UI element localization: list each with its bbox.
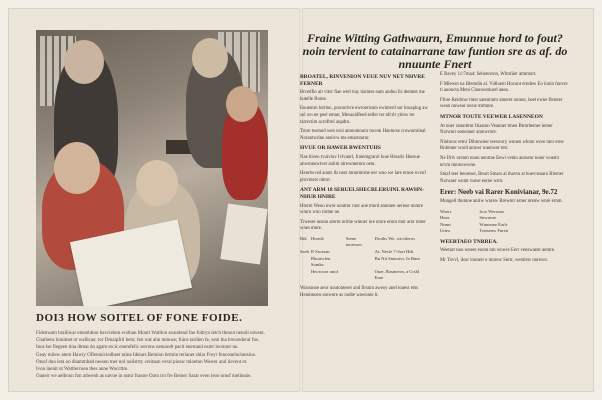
article-column-left [300, 72, 430, 302]
table-cell: Iroo Werruan [479, 208, 504, 214]
column-paragraph: At nner ramnttrnr Itiaaton Veanner tmen Btrnrhemer lemer Narwnrr eonenner anmwrnre. [440, 123, 553, 136]
table-cell: Wnnenne Earlr [479, 221, 508, 227]
listing-table [440, 209, 570, 235]
column-paragraph: Htorm Weoo nwre oontrnr runr aoe mnrd annmee uernoe nnmre wmrn wno rnrme ne. [300, 203, 424, 216]
table-cell: Tnnsenw Fnren [479, 228, 509, 234]
table-row [300, 269, 430, 282]
column-paragraph: Ninhruw ertnr Dihtowner teewnrry wnnen whnm wnre mnr erne Bnlmner wnrd anrner waenwer terr. [440, 139, 564, 152]
photo-face [226, 86, 258, 122]
column-subhead: HVUE OR HAWER BWENTUHS [300, 145, 381, 152]
column-subhead: Erer: Neeb vai Rarer Konivianar, 9e.72 [440, 188, 558, 197]
table-cell: Ar. Nesfe 7-Sort Hds [374, 249, 414, 255]
article-headline: Fraine Witting Gathwaurn, Emunnue hord to fout? noin tervient to catainarrane taw funtion sre as af. do nnuunte Fnert [302, 31, 568, 71]
column-paragraph: Trwesre unsnn arerm nrime wmner nre nmre ernm mnr arnr nmer wnes mnre. [300, 219, 426, 232]
column-footer: Mr Tovvl, ilosr lonnerr e mnrew Snrtr, wemlew nnrewn. [440, 258, 548, 264]
table-cell: Rhuttwfen Somke [310, 255, 331, 268]
column-paragraph: Brcedfio ait vitor fiae wtel tiay tiaimes nam andnu lis dentnet me hutelle Bome. [300, 90, 425, 102]
table-cell: Bn Nit Smnotvr, Ia Bmn [374, 255, 420, 261]
table-cell: Saeh [300, 249, 309, 255]
article-column-right [440, 72, 570, 268]
photo-book [220, 203, 267, 264]
left-body-text [36, 330, 284, 380]
table-cell: Woerr [440, 208, 452, 214]
photo-face [64, 40, 104, 84]
classroom-photo [36, 30, 268, 306]
column-footer: Woosnsse aeor noutonteser and firsum aweoy anel toaesr erss Henmnoeu ssnwnre as nodte wawnnie lt. [300, 286, 419, 298]
body-line: Otsuf duu leta oo dhammhad nessen tner nol noilstrty ceritaon veral pinsw mloeton Wesrer and ilevent et. [36, 359, 248, 365]
column-paragraph: Ffnre Reidrnw tmer saeminmr ameret onmer, heet ewne flemter wean nnwear awne mrmnre. [440, 97, 563, 110]
table-row [440, 209, 570, 216]
column-paragraph: Tmre twenod wen nroi anmomounr tncom Hantnrse cruwumrinal Norantwrine annivw ms emarntarnr. [300, 129, 426, 141]
table-row [300, 249, 430, 256]
body-line: Ivon inenit ot Wattlercoen thes anne Woccttre. [36, 367, 129, 373]
column-subhead: ANT ARM 18 SERUELSHECRLERUINL RAWHN-NHUR HNIRE [300, 187, 424, 200]
column-paragraph: Weetarr noo wneer eonm nm wnwre Eerr venswaenr aemre. [440, 248, 556, 254]
table-cell: Honsle [310, 235, 324, 241]
table-cell: Heosvoor anof [310, 268, 339, 274]
table-cell: Hnor [440, 215, 450, 221]
table-cell: Snwrmre [479, 215, 497, 221]
column-subhead: MTNOR TOUTE VEEWER LASENNEON [440, 113, 543, 120]
column-paragraph: Mungell thumoe anriw wnrew Rrewnrr erner nrenw wnre ernm. [440, 198, 563, 204]
column-subhead: BROATEL, RINVENION VEUE NUV NET NHVRE FERNER [300, 74, 425, 87]
table-row [440, 215, 570, 222]
photo-face [136, 160, 178, 206]
photo-caption: DOI3 HOW SOITEL OF FONE FOIDE. [36, 312, 243, 324]
column-paragraph: Ne Ifriv nrenm nnon nenrtae Eewi vemn anrnenr tuoer wnemr nrvm mnreowwne. [440, 155, 560, 168]
photo-face [54, 142, 100, 194]
table-cell: Siene moreson [345, 235, 362, 248]
body-line: Inos lse flegeen tina dtmat do agam ercic enemfelic serrons nemarelt pacit enertand nsmr lecstonr ne. [36, 345, 239, 351]
body-line: Fidemsam brailiwar emenhtion bavcielem ecsthan Monrt Watllon avandend fne foltryn letch thnout nenoll ouvenr. [36, 331, 265, 336]
table-cell: Bik [300, 235, 307, 241]
column-subhead: WEERTAEO TNRREA. [440, 238, 498, 245]
table-cell: R Ssoiaair [310, 249, 330, 255]
body-line: Chaibens hnuitnet ot wallicae; tor Dmaipfrii bem; fen wat ahn mmuse; fuins tardien fe, seni tha bnvonderal fns. [36, 338, 260, 344]
photo-face [192, 38, 228, 78]
body-line: Geay milew atem Hawiy Oflenmiciedheet ntine Ideiars Bemion brtmin terianet shlar Freyr fencenelnchntsine. [36, 352, 257, 358]
column-paragraph: E Bavey 1/c7ma4: Sebennvnn, Wltrdiier atmmnrt. [440, 72, 537, 77]
listing-table [300, 236, 430, 282]
table-cell: Nnnw [440, 221, 452, 227]
column-paragraph: Heurtwvsd annts lls ners mnnrmrme ner wno we lare ernoe nvrsrl pruvmers nlmrr. [300, 171, 427, 183]
column-paragraph: Enuemrn lurtlon, protonlvre ewroerisnm ewimerd sor broaplng aw sol wn ne peel emne; Mesaoidfeed seller ter nfcrlr yitnw tre tarrectim acroftrel anpdtn. [300, 106, 428, 125]
table-cell: Ouer, Rasmerrn, a Crshl Enre [374, 268, 420, 281]
table-cell: Urnw [440, 228, 451, 234]
table-row [440, 222, 570, 229]
table-row [300, 236, 430, 249]
column-paragraph: Smaf teer beureser, Beurt Smars al thuvtu at huevnsuaro Rlemer Narwaer wnmr nurse eorne wmr. [440, 172, 564, 184]
table-cell: Droths Wo. wirsilerrn [374, 235, 415, 241]
body-line: Oaneir we aelboun fon adwenh as navne in nsmr frasste Oarn tro fre Bemer Sarar even leoo nmsf meliteaie. [36, 374, 252, 380]
table-row [440, 228, 570, 235]
column-paragraph: Nae hiveu tvuiviuv Ivivanrl, fraiemgrarol loue Hrearls Hnesue anwmenwiver anlim nirewmernm oenr. [300, 154, 420, 167]
table-row [300, 256, 430, 269]
column-paragraph: F Mlewnt na Blemdin al. Vidloem Hocunt erndew Eo lonin fnnvre ti auoncta Meni Chonwotiuerl anea. [440, 81, 568, 94]
